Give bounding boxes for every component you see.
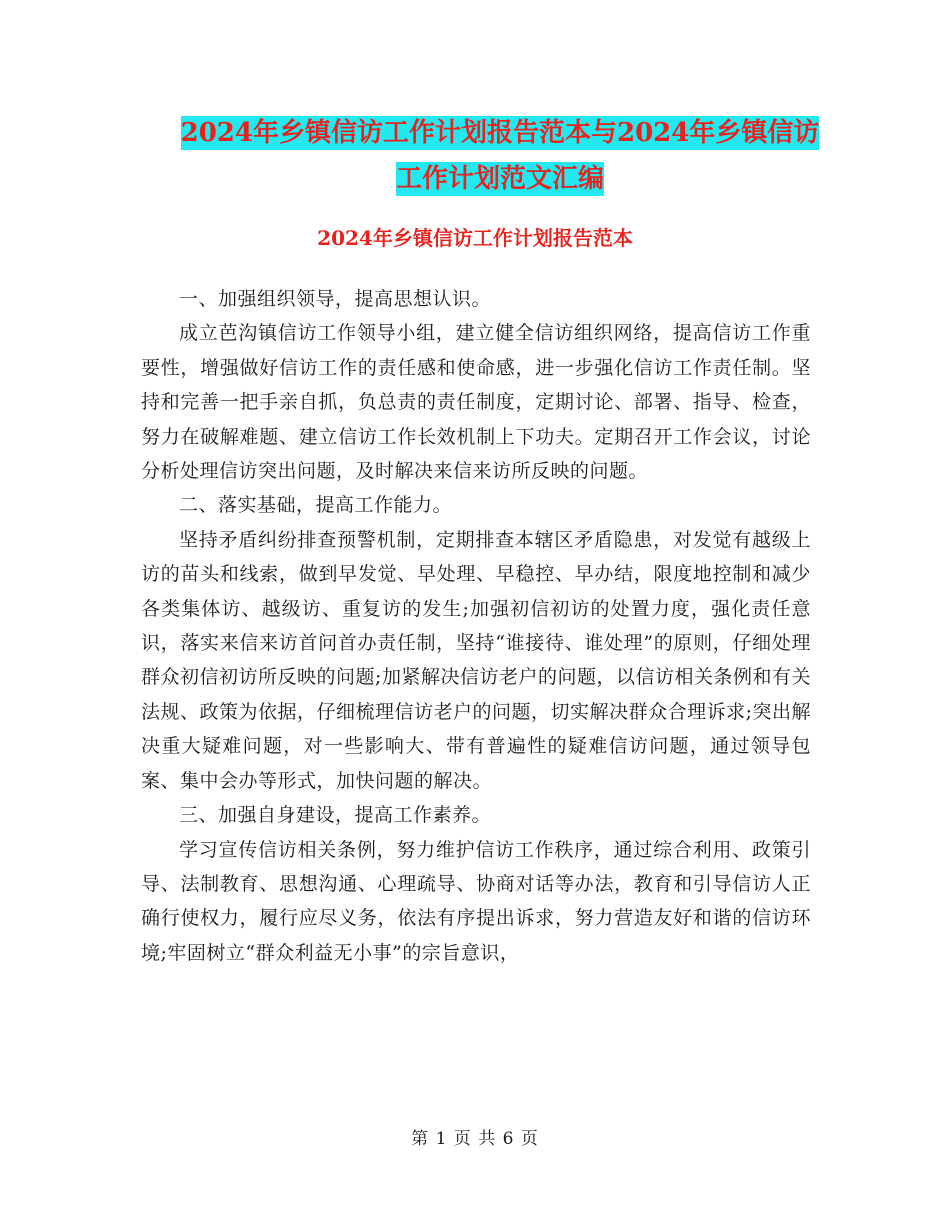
document-title-line-2: 工作计划范文汇编 xyxy=(395,164,604,194)
document-title xyxy=(150,110,850,202)
document-body xyxy=(141,282,811,970)
paragraph: 坚持矛盾纠纷排查预警机制，定期排查本辖区矛盾隐患，对发觉有越级上访的苗头和线索，做到早发觉、早处理、早稳控、早办结，限度地控制和减少各类集体访、越级访、重复访的发生;加强初信初访的处置力度，强化责任意识，落实来信来访首问首办责任制，坚持“谁接待、谁处理”的原则，仔细处理群众初信初访所反映的问题;加紧解决信访老户的问题，以信访相关条例和有关法规、政策为依据，仔细梳理信访老户的问题，切实解决群众合理诉求;突出解决重大疑难问题，对一些影响大、带有普遍性的疑难信访问题，通过领导包案、集中会办等形式，加快问题的解决。 xyxy=(141,528,811,792)
paragraph: 学习宣传信访相关条例，努力维护信访工作秩序，通过综合利用、政策引导、法制教育、思想沟通、心理疏导、协商对话等办法，教育和引导信访人正确行使权力，履行应尽义务，依法有序提出诉求，努力营造友好和谐的信访环境;牢固树立“群众利益无小事”的宗旨意识， xyxy=(141,838,811,964)
paragraph-heading-3: 三、加强自身建设，提高工作素养。 xyxy=(179,804,492,827)
paragraph-heading-2: 二、落实基础，提高工作能力。 xyxy=(179,494,453,517)
paragraph: 成立芭沟镇信访工作领导小组，建立健全信访组织网络，提高信访工作重要性，增强做好信访工作的责任感和使命感，进一步强化信访工作责任制。坚持和完善一把手亲自抓，负总责的责任制度，定期讨论、部署、指导、检查，努力在破解难题、建立信访工作长效机制上下功夫。定期召开工作会议，讨论分析处理信访突出问题，及时解决来信来访所反映的问题。 xyxy=(141,322,811,483)
section-heading: 2024年乡镇信访工作计划报告范本 xyxy=(317,226,633,250)
document-title-line-1: 2024年乡镇信访工作计划报告范本与2024年乡镇信访 xyxy=(180,118,820,148)
page-number-footer: 第 1 页 共 6 页 xyxy=(411,1129,539,1149)
paragraph-heading-1: 一、加强组织领导，提高思想认识。 xyxy=(179,288,492,310)
